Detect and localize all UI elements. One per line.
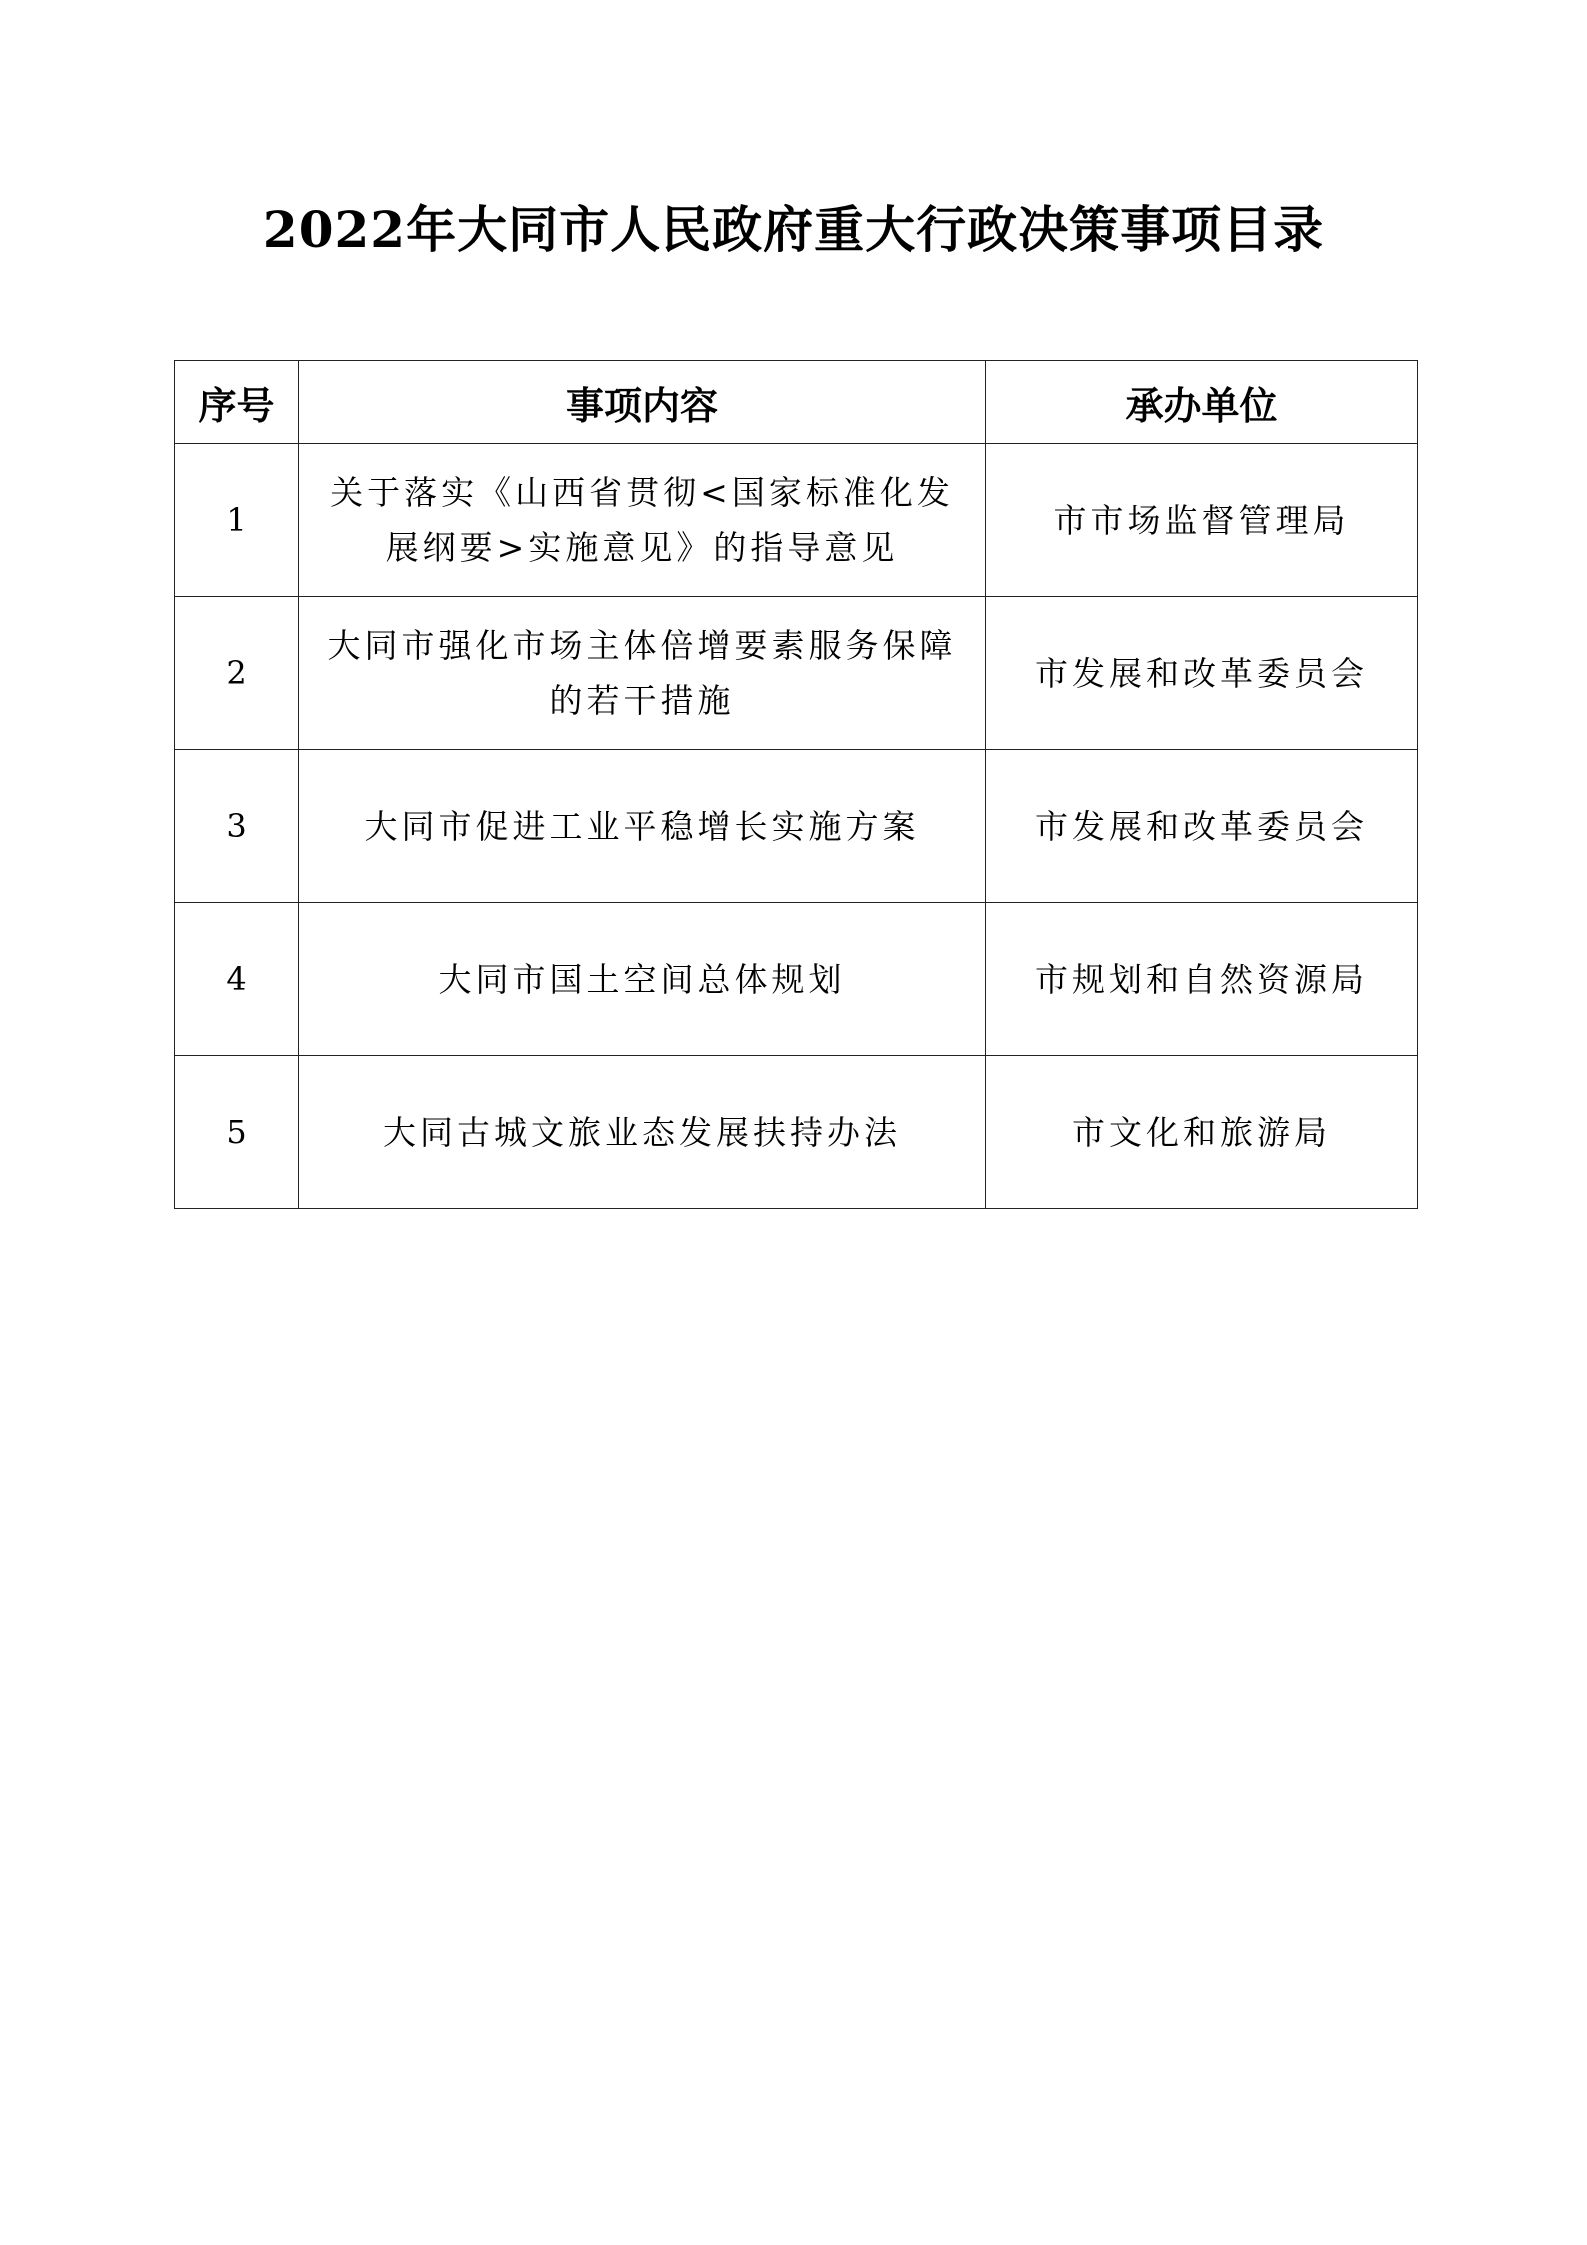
decision-catalog-table: [174, 360, 1418, 1209]
row-responsible-unit: 市发展和改革委员会: [986, 597, 1418, 750]
table-row: [175, 750, 1418, 903]
table-row: [175, 444, 1418, 597]
row-serial-number: 3: [175, 750, 299, 903]
header-responsible-unit: 承办单位: [986, 361, 1418, 444]
row-serial-number: 1: [175, 444, 299, 597]
table-header-row: [175, 361, 1418, 444]
table-row: [175, 903, 1418, 1056]
row-item-content: 大同市强化市场主体倍增要素服务保障的若干措施: [299, 597, 986, 750]
row-responsible-unit: 市发展和改革委员会: [986, 750, 1418, 903]
row-responsible-unit: 市市场监督管理局: [986, 444, 1418, 597]
header-item-content: 事项内容: [299, 361, 986, 444]
row-serial-number: 2: [175, 597, 299, 750]
row-responsible-unit: 市规划和自然资源局: [986, 903, 1418, 1056]
row-serial-number: 5: [175, 1056, 299, 1209]
row-responsible-unit: 市文化和旅游局: [986, 1056, 1418, 1209]
document-title: 2022年大同市人民政府重大行政决策事项目录: [262, 200, 1325, 259]
row-item-content: 大同市国土空间总体规划: [299, 903, 986, 1056]
row-item-content: 大同古城文旅业态发展扶持办法: [299, 1056, 986, 1209]
table-row: [175, 597, 1418, 750]
header-serial-number: 序号: [175, 361, 299, 444]
table-row: [175, 1056, 1418, 1209]
row-item-content: 大同市促进工业平稳增长实施方案: [299, 750, 986, 903]
row-item-content: 关于落实《山西省贯彻<国家标准化发展纲要>实施意见》的指导意见: [299, 444, 986, 597]
row-serial-number: 4: [175, 903, 299, 1056]
